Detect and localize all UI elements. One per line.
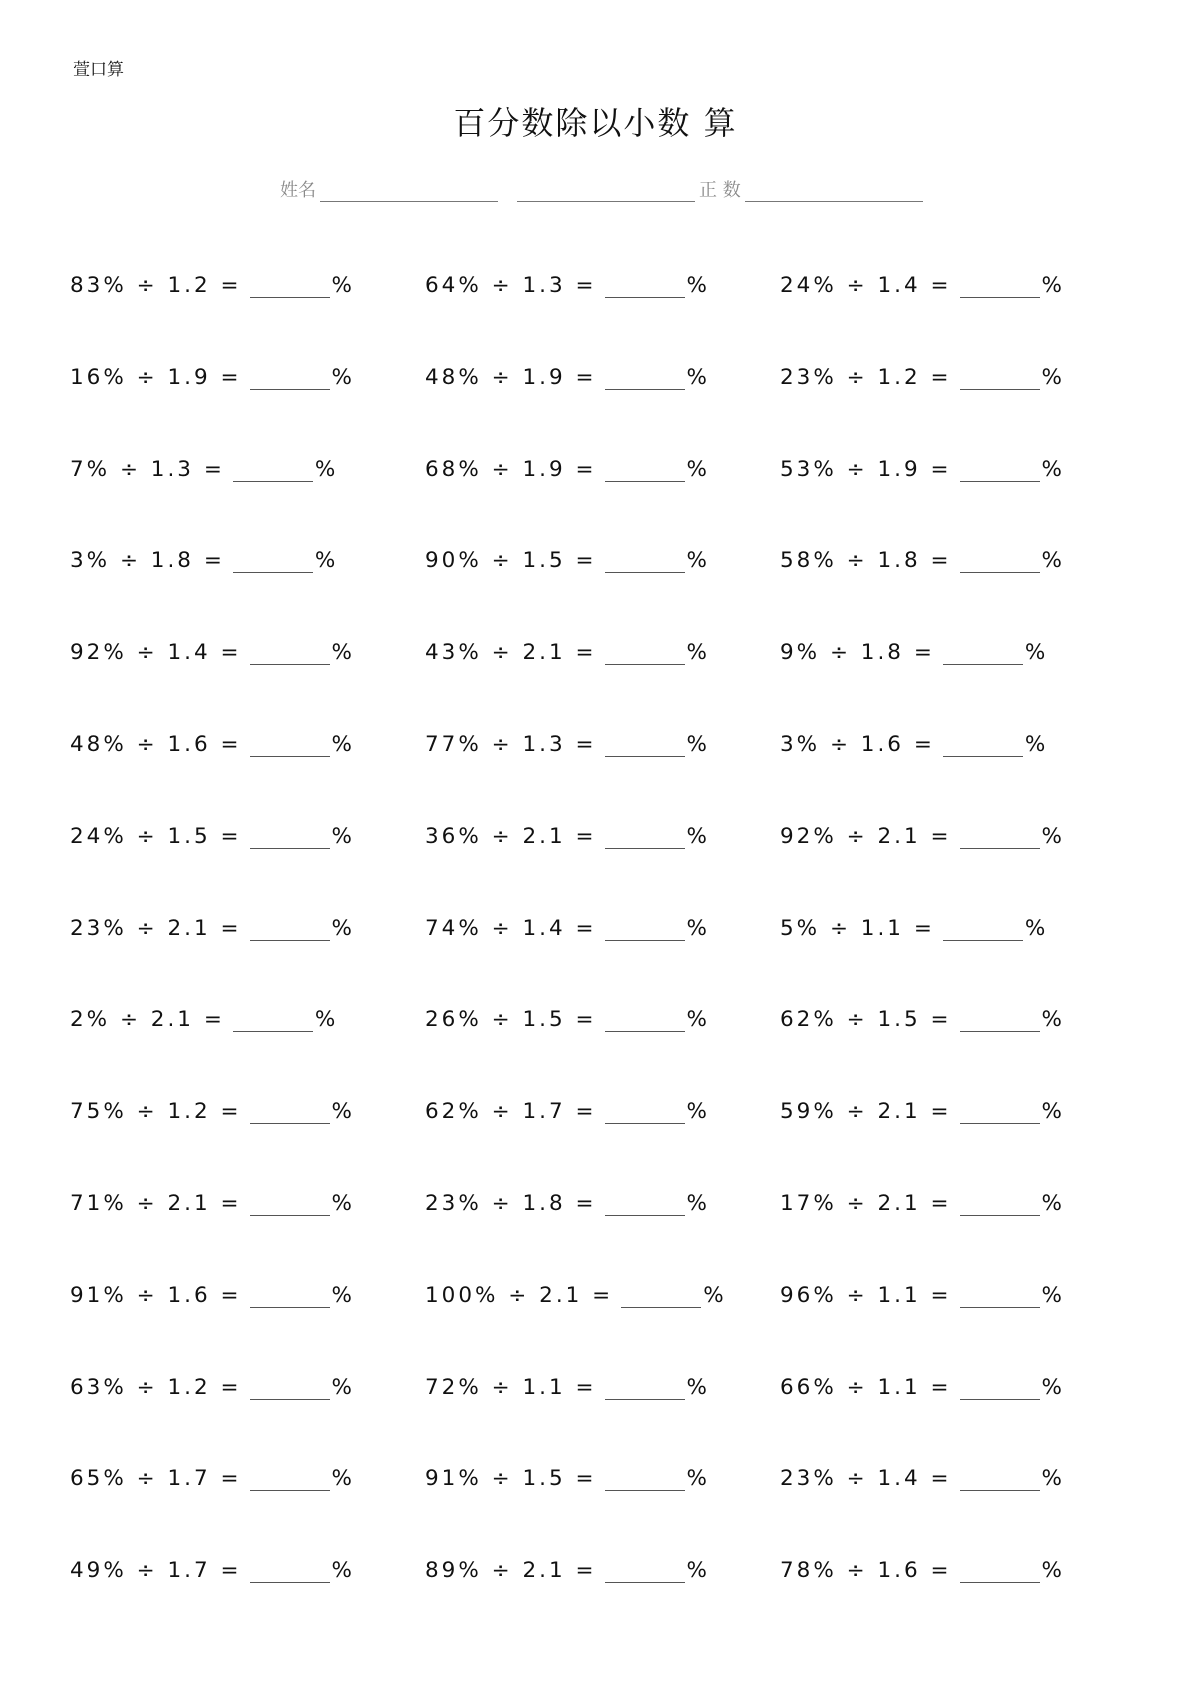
answer-blank[interactable] <box>943 734 1023 757</box>
answer-blank[interactable] <box>960 1193 1040 1216</box>
percent-sign: % <box>1041 1007 1065 1033</box>
problem-expression: 9% ÷ 1.8 = <box>780 640 935 666</box>
answer-blank[interactable] <box>605 550 685 573</box>
problem-expression: 74% ÷ 1.4 = <box>425 915 597 941</box>
percent-sign: % <box>331 1558 355 1584</box>
answer-blank[interactable] <box>233 1009 313 1032</box>
answer-blank[interactable] <box>960 1377 1040 1400</box>
answer-blank[interactable] <box>250 275 330 298</box>
percent-sign: % <box>331 273 355 298</box>
percent-sign: % <box>331 1282 355 1308</box>
problem-expression: 83% ÷ 1.2 = <box>70 273 242 298</box>
problem-item <box>425 1553 710 1583</box>
answer-blank[interactable] <box>605 1193 685 1216</box>
percent-sign: % <box>1041 456 1065 482</box>
problem-item <box>425 360 710 390</box>
problem-expression: 62% ÷ 1.5 = <box>780 1007 952 1033</box>
problem-item <box>425 268 710 298</box>
percent-sign: % <box>314 548 339 574</box>
problem-expression: 71% ÷ 2.1 = <box>70 1190 242 1216</box>
problem-item <box>70 727 355 757</box>
answer-blank[interactable] <box>960 275 1040 298</box>
problem-item <box>70 1370 355 1400</box>
problem-item <box>780 1370 1065 1400</box>
percent-sign: % <box>1024 640 1049 666</box>
problem-item <box>780 1553 1065 1583</box>
problem-row <box>70 911 1130 1003</box>
problem-item <box>425 1370 710 1400</box>
problem-expression: 26% ÷ 1.5 = <box>425 1007 597 1033</box>
score-label: 正 数 <box>699 180 741 201</box>
answer-blank[interactable] <box>960 1560 1040 1583</box>
answer-blank[interactable] <box>960 1009 1040 1032</box>
problem-item <box>70 360 355 390</box>
percent-sign: % <box>703 1282 727 1308</box>
percent-sign: % <box>686 823 710 849</box>
problem-item <box>70 1461 355 1491</box>
percent-sign: % <box>331 1190 355 1216</box>
percent-sign: % <box>1041 1282 1065 1308</box>
problem-row <box>70 543 1130 635</box>
answer-blank[interactable] <box>605 367 685 390</box>
problem-row <box>70 1461 1130 1553</box>
problem-item <box>425 1094 710 1124</box>
problem-item <box>70 635 355 665</box>
problem-expression: 24% ÷ 1.4 = <box>780 273 952 298</box>
problem-expression: 92% ÷ 1.4 = <box>70 640 242 666</box>
problem-expression: 23% ÷ 2.1 = <box>70 915 242 941</box>
percent-sign: % <box>1041 548 1065 574</box>
problem-row <box>70 1278 1130 1370</box>
answer-blank[interactable] <box>233 550 313 573</box>
page-title: 百分数除以小数 算 <box>453 104 738 142</box>
problem-expression: 89% ÷ 2.1 = <box>425 1558 597 1584</box>
answer-blank[interactable] <box>943 918 1023 941</box>
answer-blank[interactable] <box>943 642 1023 665</box>
percent-sign: % <box>314 1007 339 1033</box>
name-line[interactable] <box>320 181 498 202</box>
problem-expression: 23% ÷ 1.4 = <box>780 1466 952 1492</box>
problem-item <box>780 635 1048 665</box>
percent-sign: % <box>686 1558 710 1584</box>
percent-sign: % <box>331 1374 355 1400</box>
percent-sign: % <box>331 1099 355 1125</box>
answer-blank[interactable] <box>250 1560 330 1583</box>
percent-sign: % <box>331 731 355 757</box>
answer-blank[interactable] <box>250 1193 330 1216</box>
percent-sign: % <box>686 364 710 390</box>
problem-expression: 58% ÷ 1.8 = <box>780 548 952 574</box>
brand-label: 萱口算 <box>73 60 124 80</box>
problem-row <box>70 1370 1130 1462</box>
answer-blank[interactable] <box>250 918 330 941</box>
percent-sign: % <box>686 640 710 666</box>
answer-blank[interactable] <box>605 826 685 849</box>
problem-expression: 43% ÷ 2.1 = <box>425 640 597 666</box>
percent-sign: % <box>331 823 355 849</box>
percent-sign: % <box>331 915 355 941</box>
problem-expression: 53% ÷ 1.9 = <box>780 456 952 482</box>
problem-expression: 23% ÷ 1.8 = <box>425 1190 597 1216</box>
percent-sign: % <box>686 915 710 941</box>
percent-sign: % <box>331 1466 355 1492</box>
percent-sign: % <box>1041 1374 1065 1400</box>
answer-blank[interactable] <box>605 1468 685 1491</box>
answer-blank[interactable] <box>605 275 685 298</box>
answer-blank[interactable] <box>250 1285 330 1308</box>
answer-blank[interactable] <box>605 459 685 482</box>
percent-sign: % <box>1041 1558 1065 1584</box>
problem-item <box>70 452 338 482</box>
problem-row <box>70 452 1130 544</box>
answer-blank[interactable] <box>605 1101 685 1124</box>
problem-expression: 91% ÷ 1.5 = <box>425 1466 597 1492</box>
percent-sign: % <box>686 1466 710 1492</box>
problem-expression: 16% ÷ 1.9 = <box>70 364 242 390</box>
problem-item <box>780 452 1065 482</box>
problem-row <box>70 1094 1130 1186</box>
answer-blank[interactable] <box>960 459 1040 482</box>
answer-blank[interactable] <box>605 642 685 665</box>
answer-blank[interactable] <box>960 550 1040 573</box>
answer-blank[interactable] <box>960 367 1040 390</box>
problem-row <box>70 819 1130 911</box>
problem-row <box>70 1553 1130 1645</box>
answer-blank[interactable] <box>960 1468 1040 1491</box>
percent-sign: % <box>1041 1466 1065 1492</box>
answer-blank[interactable] <box>605 1377 685 1400</box>
problem-expression: 100% ÷ 2.1 = <box>425 1282 614 1308</box>
problem-item <box>70 819 355 849</box>
problem-item <box>780 1094 1065 1124</box>
problem-row <box>70 360 1130 452</box>
problem-item <box>780 360 1065 390</box>
problem-item <box>70 1278 355 1308</box>
score-field-group <box>517 176 923 202</box>
problem-expression: 78% ÷ 1.6 = <box>780 1558 952 1584</box>
problem-row <box>70 727 1130 819</box>
answer-blank[interactable] <box>960 1101 1040 1124</box>
problem-item <box>780 911 1048 941</box>
problem-item <box>425 727 710 757</box>
percent-sign: % <box>686 1374 710 1400</box>
answer-blank[interactable] <box>233 459 313 482</box>
problem-row <box>70 1002 1130 1094</box>
problem-expression: 48% ÷ 1.6 = <box>70 731 242 757</box>
problem-expression: 68% ÷ 1.9 = <box>425 456 597 482</box>
problem-expression: 96% ÷ 1.1 = <box>780 1282 952 1308</box>
answer-blank[interactable] <box>621 1285 701 1308</box>
percent-sign: % <box>686 1190 710 1216</box>
problem-expression: 49% ÷ 1.7 = <box>70 1558 242 1584</box>
problem-item <box>70 1094 355 1124</box>
problem-expression: 36% ÷ 2.1 = <box>425 823 597 849</box>
answer-blank[interactable] <box>250 367 330 390</box>
percent-sign: % <box>1024 915 1049 941</box>
problem-grid <box>70 268 1130 1645</box>
problem-item <box>425 1278 727 1308</box>
problem-item <box>780 1278 1065 1308</box>
percent-sign: % <box>1041 364 1065 390</box>
problem-expression: 59% ÷ 2.1 = <box>780 1099 952 1125</box>
problem-expression: 92% ÷ 2.1 = <box>780 823 952 849</box>
problem-expression: 3% ÷ 1.6 = <box>780 731 935 757</box>
problem-expression: 24% ÷ 1.5 = <box>70 823 242 849</box>
percent-sign: % <box>686 1099 710 1125</box>
problem-expression: 17% ÷ 2.1 = <box>780 1190 952 1216</box>
score-line[interactable] <box>745 181 923 202</box>
problem-item <box>425 1186 710 1216</box>
problem-row <box>70 1186 1130 1278</box>
problem-expression: 66% ÷ 1.1 = <box>780 1374 952 1400</box>
answer-blank[interactable] <box>605 1009 685 1032</box>
problem-item <box>70 1002 338 1032</box>
problem-item <box>780 1186 1065 1216</box>
problem-item <box>780 1002 1065 1032</box>
problem-expression: 3% ÷ 1.8 = <box>70 548 225 574</box>
problem-item <box>780 727 1048 757</box>
answer-blank[interactable] <box>960 826 1040 849</box>
answer-blank[interactable] <box>250 1377 330 1400</box>
percent-sign: % <box>1041 1099 1065 1125</box>
problem-row <box>70 268 1130 360</box>
answer-blank[interactable] <box>605 734 685 757</box>
problem-item <box>425 543 710 573</box>
info-bar <box>0 176 1191 206</box>
problem-expression: 75% ÷ 1.2 = <box>70 1099 242 1125</box>
answer-blank[interactable] <box>250 1468 330 1491</box>
problem-item <box>70 1553 355 1583</box>
problem-item <box>425 819 710 849</box>
problem-expression: 63% ÷ 1.2 = <box>70 1374 242 1400</box>
problem-expression: 65% ÷ 1.7 = <box>70 1466 242 1492</box>
time-line[interactable] <box>517 181 695 202</box>
problem-item <box>425 1002 710 1032</box>
percent-sign: % <box>1041 273 1065 298</box>
problem-item <box>70 1186 355 1216</box>
name-label: 姓名 <box>280 180 316 201</box>
problem-item <box>780 268 1065 298</box>
percent-sign: % <box>331 640 355 666</box>
problem-expression: 48% ÷ 1.9 = <box>425 364 597 390</box>
problem-item <box>780 819 1065 849</box>
percent-sign: % <box>686 731 710 757</box>
answer-blank[interactable] <box>250 826 330 849</box>
percent-sign: % <box>686 1007 710 1033</box>
problem-expression: 62% ÷ 1.7 = <box>425 1099 597 1125</box>
problem-expression: 2% ÷ 2.1 = <box>70 1007 225 1033</box>
problem-expression: 72% ÷ 1.1 = <box>425 1374 597 1400</box>
problem-item <box>425 1461 710 1491</box>
problem-item <box>780 1461 1065 1491</box>
name-field-group <box>276 176 498 202</box>
problem-item <box>425 911 710 941</box>
answer-blank[interactable] <box>250 734 330 757</box>
answer-blank[interactable] <box>605 918 685 941</box>
percent-sign: % <box>1041 1190 1065 1216</box>
problem-item <box>425 635 710 665</box>
problem-item <box>425 452 710 482</box>
problem-expression: 5% ÷ 1.1 = <box>780 915 935 941</box>
problem-expression: 91% ÷ 1.6 = <box>70 1282 242 1308</box>
problem-expression: 23% ÷ 1.2 = <box>780 364 952 390</box>
answer-blank[interactable] <box>250 642 330 665</box>
percent-sign: % <box>1041 823 1065 849</box>
percent-sign: % <box>314 456 339 482</box>
percent-sign: % <box>686 456 710 482</box>
percent-sign: % <box>1024 731 1049 757</box>
answer-blank[interactable] <box>960 1285 1040 1308</box>
problem-item <box>780 543 1065 573</box>
answer-blank[interactable] <box>250 1101 330 1124</box>
problem-row <box>70 635 1130 727</box>
problem-expression: 90% ÷ 1.5 = <box>425 548 597 574</box>
problem-item <box>70 911 355 941</box>
problem-expression: 77% ÷ 1.3 = <box>425 731 597 757</box>
percent-sign: % <box>686 273 710 298</box>
answer-blank[interactable] <box>605 1560 685 1583</box>
problem-expression: 7% ÷ 1.3 = <box>70 456 225 482</box>
problem-expression: 64% ÷ 1.3 = <box>425 273 597 298</box>
problem-item <box>70 268 355 298</box>
problem-item <box>70 543 338 573</box>
percent-sign: % <box>331 364 355 390</box>
percent-sign: % <box>686 548 710 574</box>
